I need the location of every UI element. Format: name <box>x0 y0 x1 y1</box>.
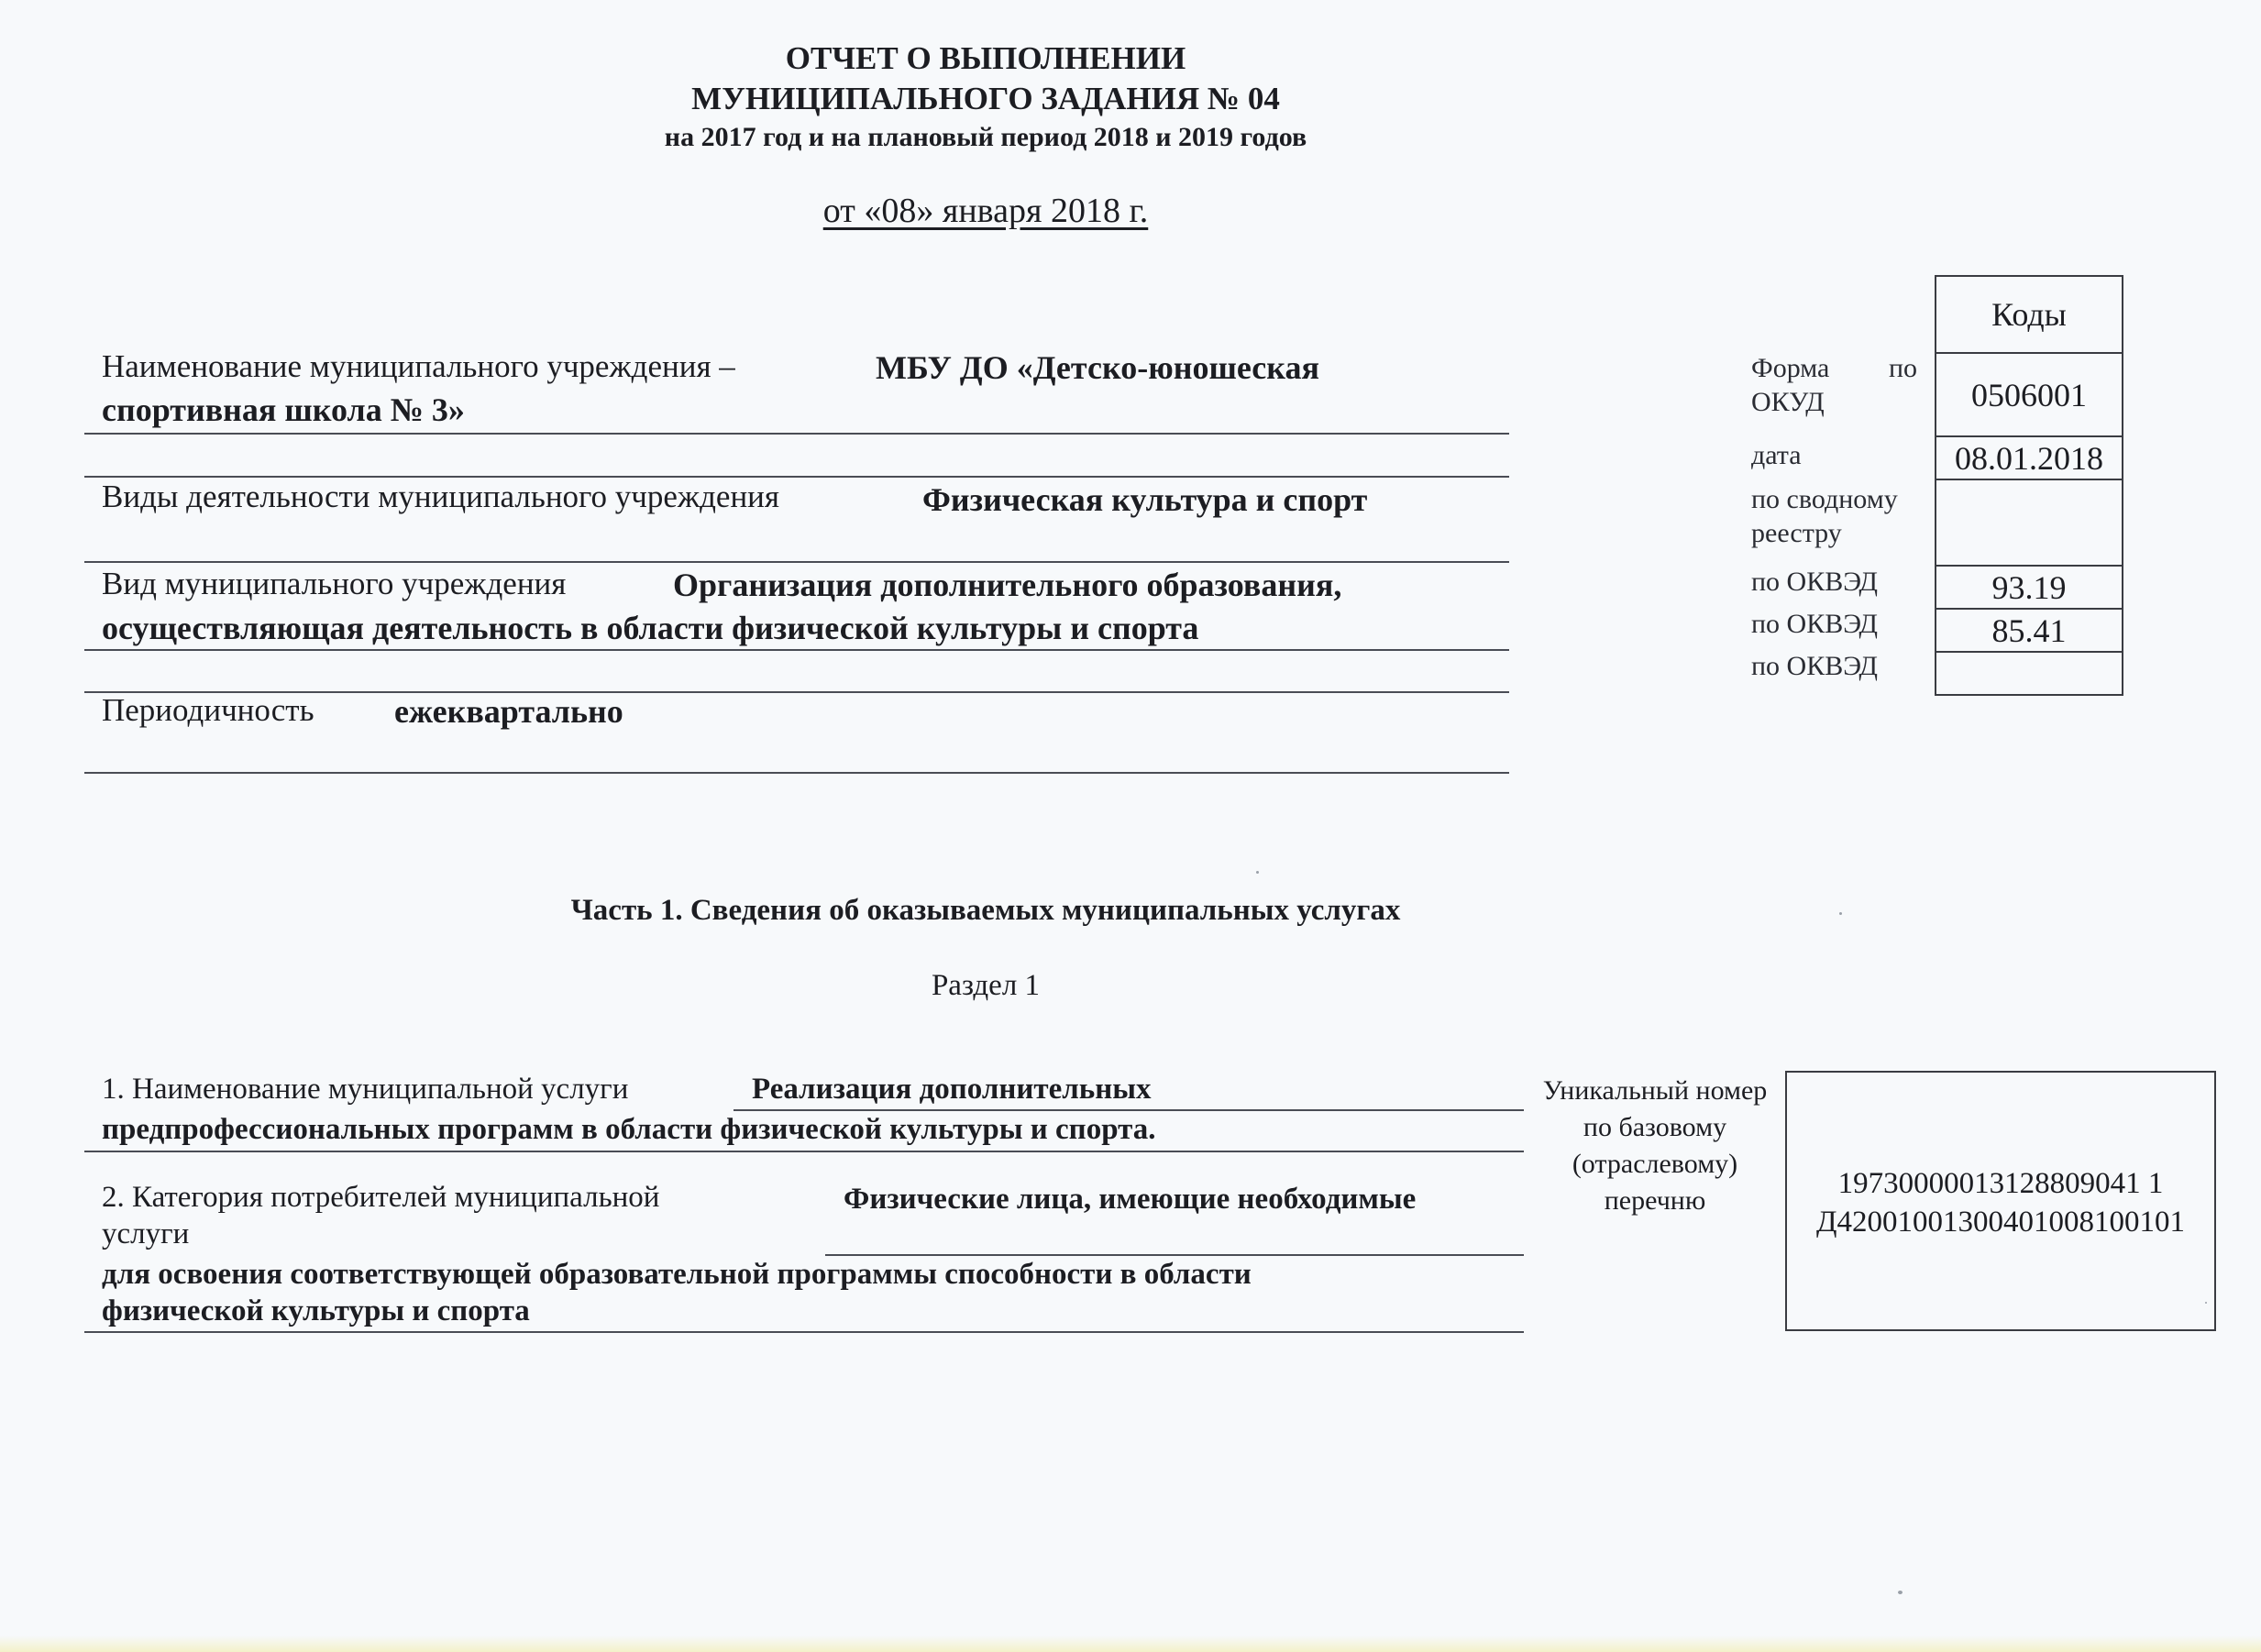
okud-code: 0506001 <box>1936 353 2123 436</box>
unique-number-box <box>1785 1071 2216 1331</box>
underline <box>84 772 1509 774</box>
unique-label-3: (отраслевому) <box>1572 1149 1738 1179</box>
report-date <box>0 191 1971 231</box>
scan-speck <box>1256 871 1259 874</box>
registry-code <box>1936 479 2123 566</box>
document-title-line3: на 2017 год и на плановый период 2018 и 2019 годов <box>664 122 1307 152</box>
consumers-label-1: 2. Категория потребителей муниципальной <box>102 1181 660 1214</box>
codes-table <box>1935 275 2123 696</box>
institution-label: Наименование муниципального учреждения – <box>102 348 735 384</box>
report-date-text: от «08» января 2018 г. <box>822 192 1149 230</box>
consumers-value-2: для освоения соответствующей образовательной программы способности в области <box>102 1258 1252 1291</box>
underline <box>733 1109 1524 1111</box>
service-label: 1. Наименование муниципальной услуги <box>102 1073 629 1106</box>
underline <box>84 476 1509 478</box>
type-label: Вид муниципального учреждения <box>102 566 567 601</box>
underline <box>84 1331 1524 1333</box>
section-title: Раздел 1 <box>931 969 1041 1002</box>
activity-value: Физическая культура и спорт <box>922 481 1368 518</box>
service-value-2: предпрофессиональных программ в области физической культуры и спорта. <box>102 1113 1156 1146</box>
institution-value-2: спортивная школа № 3» <box>102 391 465 428</box>
unique-number-2: Д42001001300401008100101 <box>1815 1206 2185 1239</box>
okved-label-1: по ОКВЭД <box>1751 567 1878 597</box>
unique-number <box>1787 1164 2214 1241</box>
underline <box>825 1254 1524 1256</box>
okud-label-forma: Форма <box>1751 353 1830 383</box>
okud-label-okud: ОКУД <box>1751 387 1825 417</box>
period-value: ежеквартально <box>394 693 623 730</box>
activity-label: Виды деятельности муниципального учреждения <box>102 479 780 514</box>
type-value-1: Организация дополнительного образования, <box>673 567 1342 603</box>
okved-code-3 <box>1936 652 2123 695</box>
date-label: дата <box>1751 440 1802 470</box>
document-title-line2: МУНИЦИПАЛЬНОГО ЗАДАНИЯ № 04 <box>691 81 1280 116</box>
period-label: Периодичность <box>102 692 314 728</box>
okved-code-1: 93.19 <box>1936 566 2123 609</box>
unique-label <box>1522 1073 1788 1219</box>
codes-header: Коды <box>1936 276 2123 353</box>
underline <box>84 1151 1524 1152</box>
underline <box>84 433 1509 435</box>
underline <box>84 649 1509 651</box>
scan-speck <box>1898 1591 1903 1594</box>
date-code: 08.01.2018 <box>1936 436 2123 479</box>
consumers-value-1: Физические лица, имеющие необходимые <box>844 1183 1417 1216</box>
registry-label-1: по сводному <box>1751 484 1898 514</box>
registry-label-2: реестру <box>1751 518 1842 548</box>
underline <box>84 561 1509 563</box>
okved-label-3: по ОКВЭД <box>1751 651 1878 681</box>
institution-value-1: МБУ ДО «Детско-юношеская <box>876 349 1319 386</box>
unique-label-4: перечню <box>1604 1185 1706 1216</box>
okved-label-2: по ОКВЭД <box>1751 609 1878 639</box>
service-value-1: Реализация дополнительных <box>752 1073 1152 1106</box>
document-title-line1: ОТЧЕТ О ВЫПОЛНЕНИИ <box>785 40 1186 76</box>
consumers-value-3: физической культуры и спорта <box>102 1294 530 1327</box>
part1-title: Часть 1. Сведения об оказываемых муниципальных услугах <box>570 894 1401 927</box>
unique-label-2: по базовому <box>1583 1112 1727 1142</box>
okud-label-po: по <box>1889 353 1918 383</box>
unique-number-1: 19730000013128809041 1 <box>1837 1167 2164 1200</box>
okved-code-2: 85.41 <box>1936 609 2123 652</box>
scan-edge <box>0 1635 2261 1652</box>
consumers-label-2: услуги <box>102 1217 190 1250</box>
unique-label-1: Уникальный номер <box>1542 1075 1768 1106</box>
scan-speck <box>2205 1302 2207 1304</box>
scan-speck <box>1839 912 1842 915</box>
type-value-2: осуществляющая деятельность в области физической культуры и спорта <box>102 610 1199 646</box>
